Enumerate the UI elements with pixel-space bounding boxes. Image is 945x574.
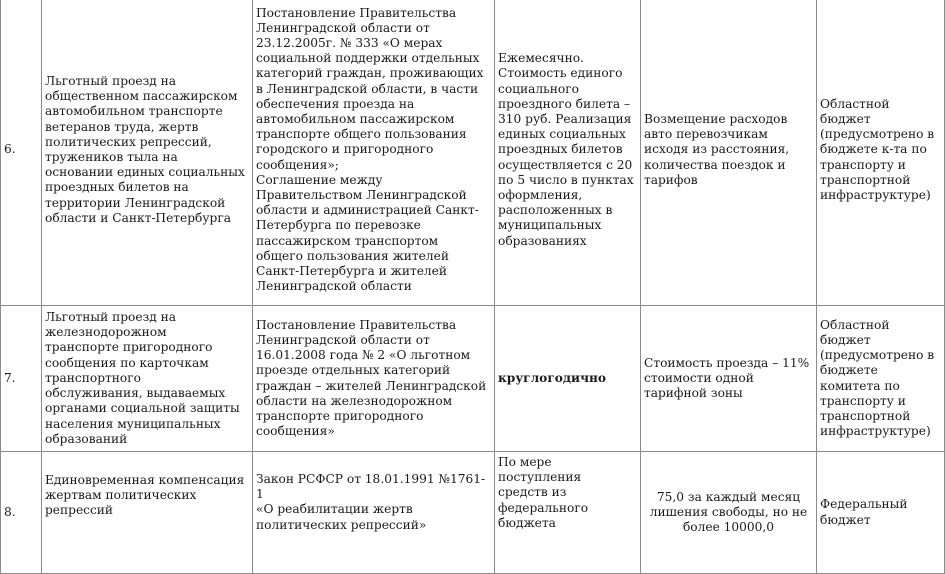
period-cell: круглогодично (495, 306, 641, 452)
table-row (1, 452, 945, 574)
period-cell: Ежемесячно. Стоимость единого социального проездного билета – 310 руб. Реализация единых социальных проездных билетов осуществляется с 20 по 5 число в пунктах оформления, расположенных в муниципальных образованиях (495, 0, 641, 306)
row-number: 7. (1, 306, 42, 452)
amount-cell: Возмещение расходов авто перевозчикам исходя из расстояния, количества поездок и тарифов (641, 0, 817, 306)
funding-source-cell: Областной бюджет (предусмотрено в бюджете комитета по транспорту и транспортной инфраструктуре) (817, 306, 945, 452)
benefit-cell: Льготный проезд на общественном пассажирском автомобильном транспорте ветеранов труда, жертв политических репрессий, тружеников тыла на основании единых социальных проездных билетов на территории Ленинградской области и Санкт-Петербурга (42, 0, 253, 306)
row-number: 8. (1, 452, 42, 574)
benefit-cell: Единовременная компенсация жертвам политических репрессий (42, 452, 253, 574)
legal-basis-cell: Закон РСФСР от 18.01.1991 №1761-1 «О реабилитации жертв политических репрессий» (253, 452, 495, 574)
amount-cell: 75,0 за каждый месяц лишения свободы, но не более 10000,0 (641, 452, 817, 574)
funding-source-cell: Областной бюджет (предусмотрено в бюджете к-та по транспорту и транспортной инфраструктуре) (817, 0, 945, 306)
legal-basis-cell: Постановление Правительства Ленинградской области от 23.12.2005г. № 333 «О мерах социальной поддержки отдельных категорий граждан, проживающих в Ленинградской области, в части обеспечения проезда на автомобильном пассажирском транспорте общего пользования городского и пригородного сообщения»; Соглашение между Правительством Ленинградской области и администрацией Санкт- Петербурга по перевозке пассажирском транспортом общего пользования жителей Санкт-Петербурга и жителей Ленинградской области (253, 0, 495, 306)
row-number: 6. (1, 0, 42, 306)
benefit-cell: Льготный проезд на железнодорожном транспорте пригородного сообщения по карточкам транспортного обслуживания, выдаваемых органами социальной защиты населения муниципальных образований (42, 306, 253, 452)
amount-cell: Стоимость проезда – 11% стоимости одной тарифной зоны (641, 306, 817, 452)
period-cell: По мере поступления средств из федерального бюджета (495, 452, 641, 574)
legal-basis-cell: Постановление Правительства Ленинградской области от 16.01.2008 года № 2 «О льготном проезде отдельных категорий граждан – жителей Ленинградской области на железнодорожном транспорте пригородного сообщения» (253, 306, 495, 452)
funding-source-cell: Федеральный бюджет (817, 452, 945, 574)
table-row (1, 0, 945, 306)
table-row (1, 306, 945, 452)
